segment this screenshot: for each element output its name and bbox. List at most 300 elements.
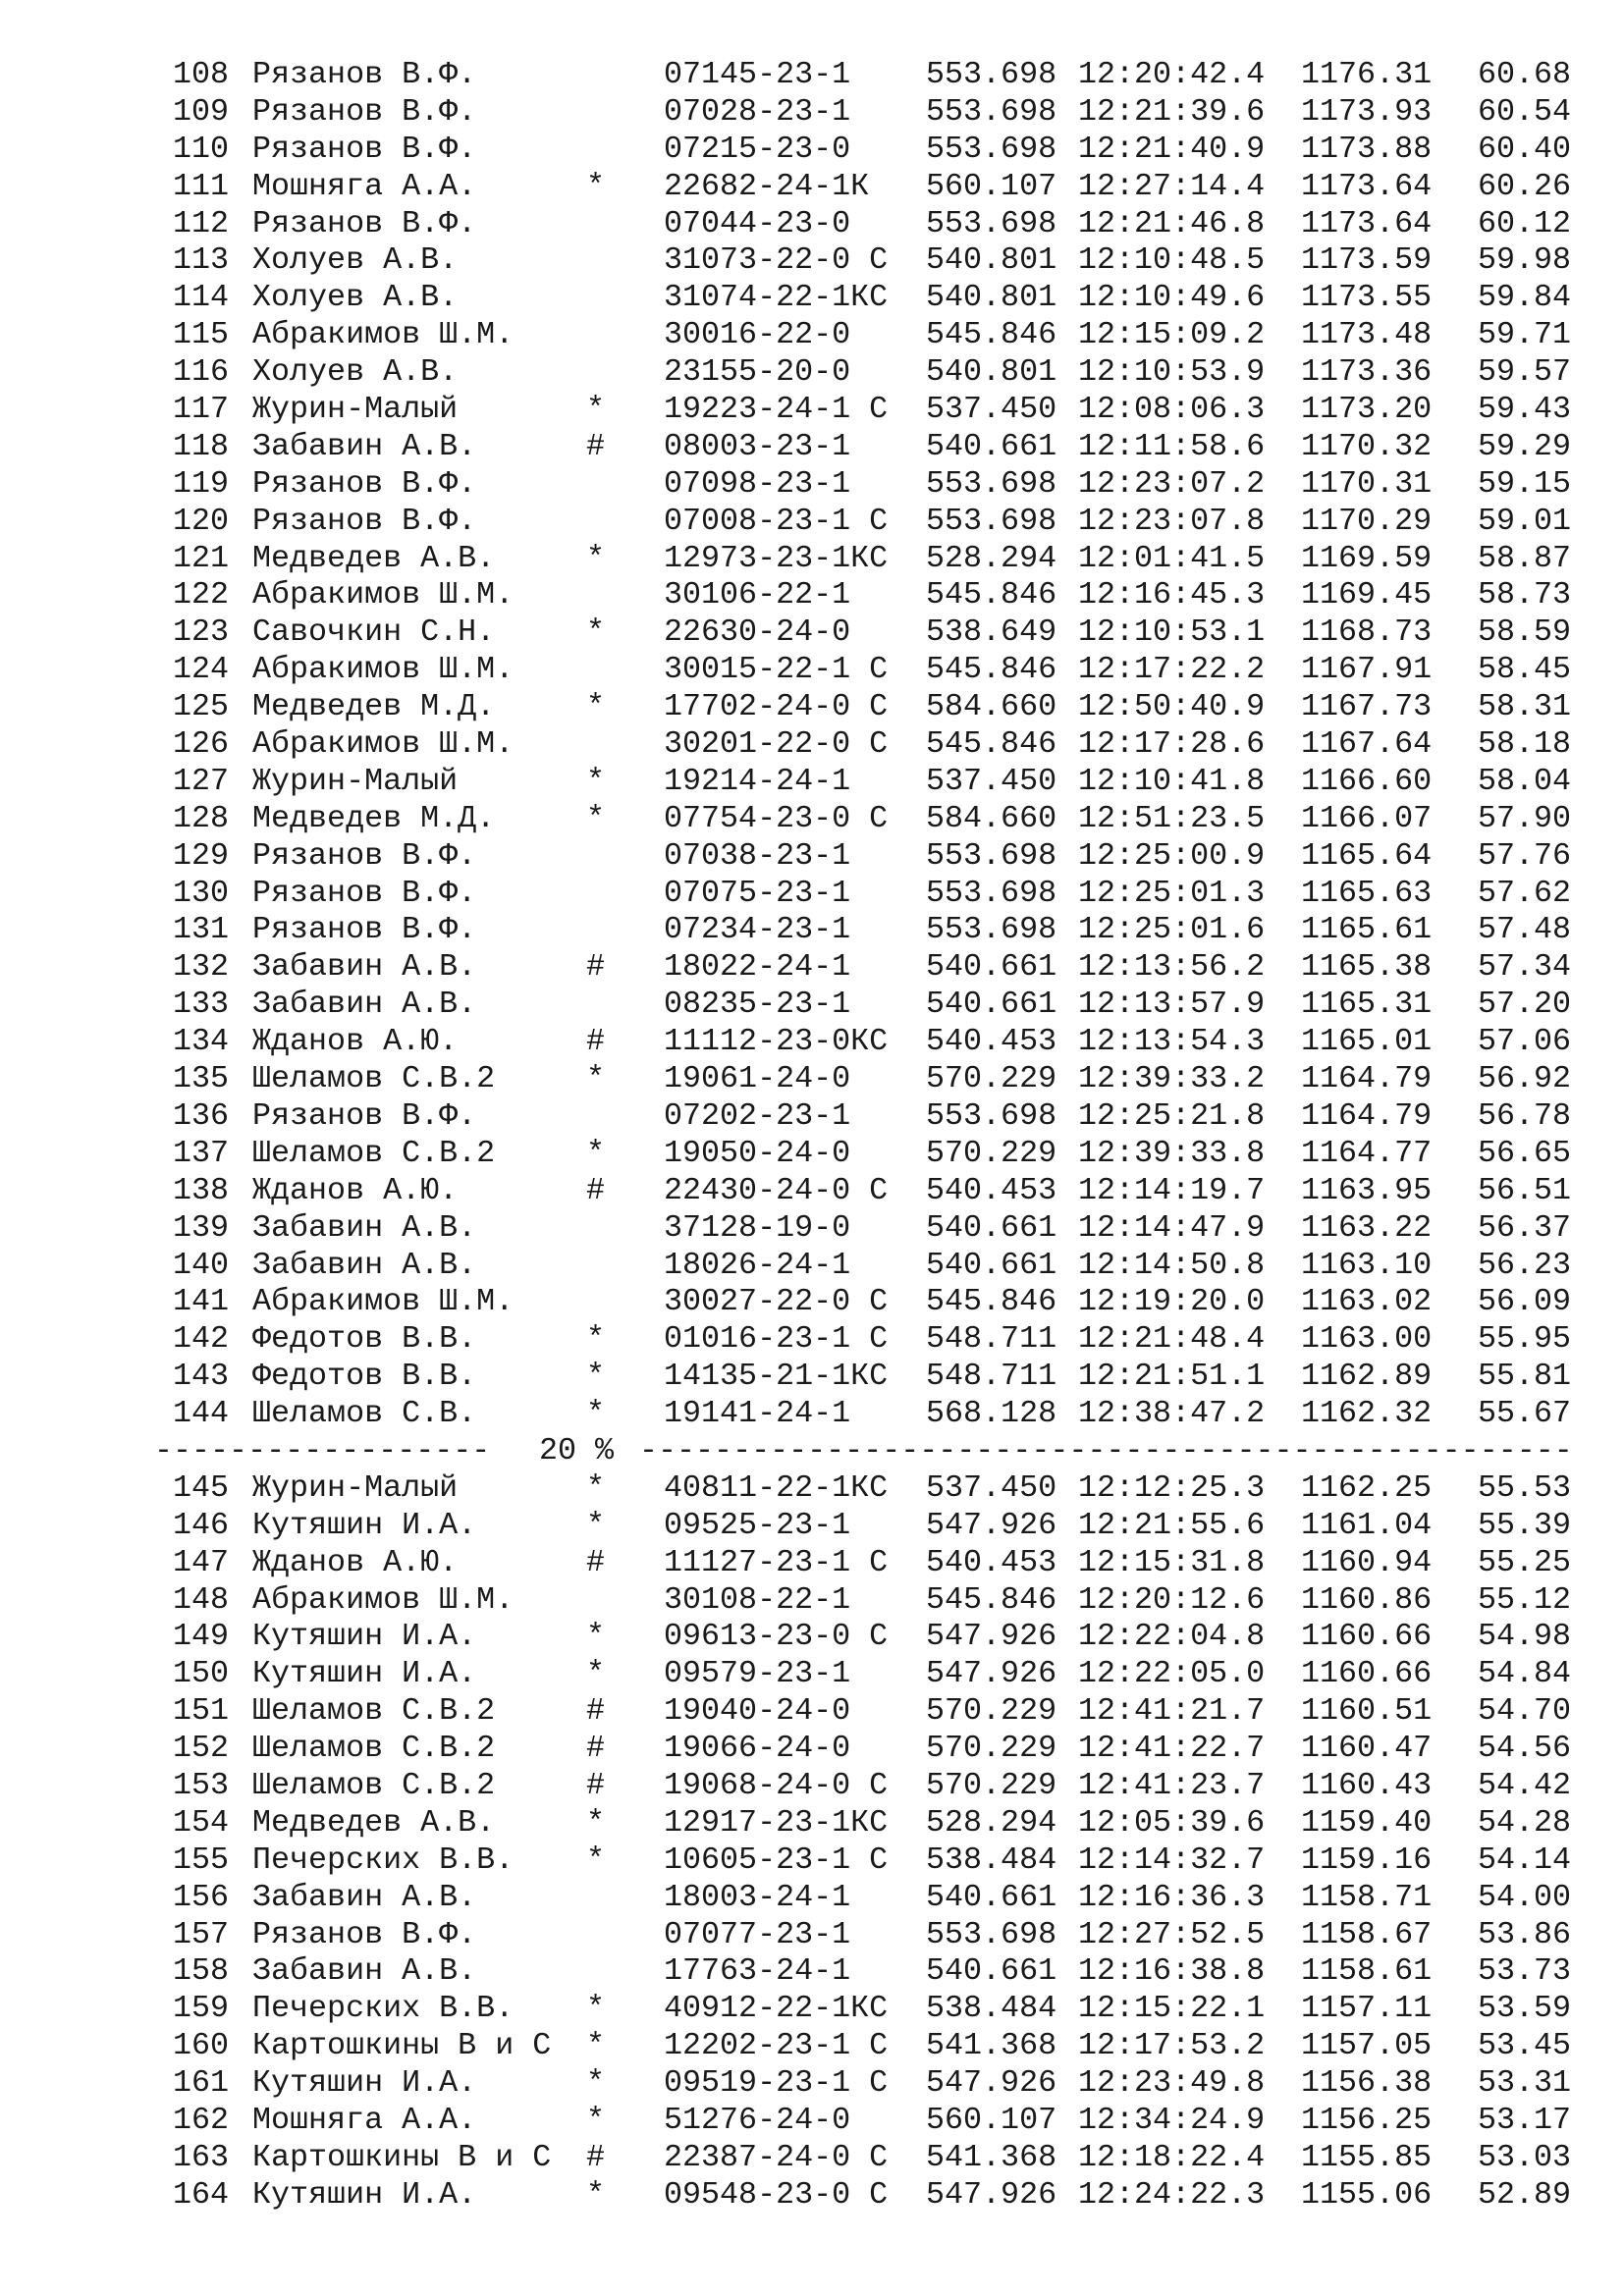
arrival-time: 12:16:45.3 — [1078, 577, 1266, 614]
table-row — [0, 1024, 1624, 1061]
fancier-name: Кутяшин И.А. — [252, 1619, 477, 1655]
distance: 540.801 — [926, 242, 1057, 279]
ring-number: 19066-24-0 — [664, 1731, 851, 1767]
fancier-name: Рязанов В.Ф. — [252, 131, 477, 167]
fancier-name: Холуев А.В. — [252, 354, 459, 391]
arrival-time: 12:25:01.6 — [1078, 912, 1266, 948]
table-row — [0, 1359, 1624, 1396]
fancier-name: Федотов В.В. — [252, 1359, 477, 1395]
score: 53.86 — [1478, 1916, 1572, 1952]
fancier-name: Кутяшин И.А. — [252, 1507, 477, 1543]
fancier-name: Мошняга А.А. — [252, 168, 477, 204]
place-number: 129 — [173, 837, 230, 874]
speed: 1163.10 — [1301, 1247, 1433, 1283]
score: 54.84 — [1478, 1656, 1572, 1692]
status-mark: * — [586, 540, 606, 576]
results-table — [0, 57, 1624, 2215]
score: 53.31 — [1478, 2065, 1572, 2102]
status-mark: # — [586, 1024, 606, 1060]
speed: 1167.64 — [1301, 726, 1433, 763]
place-number: 138 — [173, 1172, 230, 1208]
distance: 570.229 — [926, 1731, 1057, 1767]
table-row — [0, 1470, 1624, 1508]
place-number: 109 — [173, 93, 230, 130]
table-row — [0, 801, 1624, 838]
arrival-time: 12:13:54.3 — [1078, 1024, 1266, 1060]
place-number: 159 — [173, 1991, 230, 2027]
ring-number: 19214-24-1 — [664, 763, 851, 799]
fancier-name: Рязанов В.Ф. — [252, 205, 477, 241]
ring-number: 30015-22-1 С — [664, 652, 889, 688]
speed: 1173.48 — [1301, 317, 1433, 353]
table-row — [0, 354, 1624, 392]
distance: 560.107 — [926, 2102, 1057, 2138]
arrival-time: 12:14:19.7 — [1078, 1172, 1266, 1208]
distance: 528.294 — [926, 1804, 1057, 1841]
speed: 1160.43 — [1301, 1767, 1433, 1803]
place-number: 135 — [173, 1061, 230, 1097]
table-row — [0, 1284, 1624, 1321]
speed: 1173.36 — [1301, 354, 1433, 391]
score: 54.70 — [1478, 1693, 1572, 1730]
ring-number: 07038-23-1 — [664, 837, 851, 874]
speed: 1163.95 — [1301, 1172, 1433, 1208]
score: 58.45 — [1478, 652, 1572, 688]
arrival-time: 12:41:22.7 — [1078, 1731, 1266, 1767]
table-row — [0, 2103, 1624, 2140]
speed: 1165.61 — [1301, 912, 1433, 948]
distance: 570.229 — [926, 1767, 1057, 1803]
place-number: 133 — [173, 987, 230, 1023]
fancier-name: Рязанов В.Ф. — [252, 465, 477, 502]
table-row — [0, 1173, 1624, 1210]
speed: 1173.59 — [1301, 242, 1433, 279]
speed: 1165.01 — [1301, 1024, 1433, 1060]
fancier-name: Шеламов С.В.2 — [252, 1731, 496, 1767]
distance: 570.229 — [926, 1061, 1057, 1097]
score: 56.23 — [1478, 1247, 1572, 1283]
speed: 1173.64 — [1301, 168, 1433, 204]
speed: 1170.31 — [1301, 465, 1433, 502]
speed: 1164.77 — [1301, 1135, 1433, 1171]
status-mark: * — [586, 2176, 606, 2213]
score: 55.53 — [1478, 1469, 1572, 1506]
arrival-time: 12:21:48.4 — [1078, 1321, 1266, 1358]
ring-number: 31074-22-1КС — [664, 280, 889, 316]
distance: 540.661 — [926, 1247, 1057, 1283]
ring-number: 09613-23-0 С — [664, 1619, 889, 1655]
arrival-time: 12:21:55.6 — [1078, 1507, 1266, 1543]
distance: 537.450 — [926, 763, 1057, 799]
ring-number: 19141-24-1 — [664, 1396, 851, 1432]
place-number: 124 — [173, 652, 230, 688]
fancier-name: Жданов А.Ю. — [252, 1544, 459, 1580]
status-mark: * — [586, 392, 606, 428]
ring-number: 18026-24-1 — [664, 1247, 851, 1283]
status-mark: * — [586, 800, 606, 836]
table-row — [0, 1880, 1624, 1917]
speed: 1158.61 — [1301, 1953, 1433, 1990]
arrival-time: 12:10:41.8 — [1078, 763, 1266, 799]
arrival-time: 12:23:49.8 — [1078, 2065, 1266, 2102]
place-number: 118 — [173, 428, 230, 464]
place-number: 163 — [173, 2139, 230, 2175]
speed: 1160.51 — [1301, 1693, 1433, 1730]
place-number: 144 — [173, 1396, 230, 1432]
distance: 553.698 — [926, 131, 1057, 167]
distance: 553.698 — [926, 912, 1057, 948]
score: 59.84 — [1478, 280, 1572, 316]
ring-number: 07215-23-0 — [664, 131, 851, 167]
score: 56.92 — [1478, 1061, 1572, 1097]
fancier-name: Шеламов С.В.2 — [252, 1693, 496, 1730]
speed: 1160.94 — [1301, 1544, 1433, 1580]
ring-number: 18022-24-1 — [664, 949, 851, 986]
distance: 545.846 — [926, 317, 1057, 353]
arrival-time: 12:41:21.7 — [1078, 1693, 1266, 1730]
fancier-name: Журин-Малый — [252, 763, 459, 799]
distance: 545.846 — [926, 726, 1057, 763]
score: 55.81 — [1478, 1359, 1572, 1395]
table-row — [0, 169, 1624, 206]
place-number: 158 — [173, 1953, 230, 1990]
arrival-time: 12:27:52.5 — [1078, 1916, 1266, 1952]
score: 56.37 — [1478, 1209, 1572, 1246]
status-mark: * — [586, 1619, 606, 1655]
score: 57.20 — [1478, 987, 1572, 1023]
fancier-name: Абракимов Ш.М. — [252, 317, 514, 353]
place-number: 126 — [173, 726, 230, 763]
speed: 1170.32 — [1301, 428, 1433, 464]
arrival-time: 12:27:14.4 — [1078, 168, 1266, 204]
status-mark: # — [586, 428, 606, 464]
fancier-name: Забавин А.В. — [252, 949, 477, 986]
table-row — [0, 1545, 1624, 1582]
place-number: 142 — [173, 1321, 230, 1358]
speed: 1157.11 — [1301, 1991, 1433, 2027]
fancier-name: Журин-Малый — [252, 392, 459, 428]
ring-number: 30201-22-0 С — [664, 726, 889, 763]
speed: 1163.00 — [1301, 1321, 1433, 1358]
table-row — [0, 466, 1624, 504]
speed: 1165.64 — [1301, 837, 1433, 874]
status-mark: * — [586, 1321, 606, 1358]
table-row — [0, 392, 1624, 429]
place-number: 117 — [173, 392, 230, 428]
arrival-time: 12:22:04.8 — [1078, 1619, 1266, 1655]
speed: 1176.31 — [1301, 57, 1433, 92]
ring-number: 22630-24-0 — [664, 614, 851, 651]
arrival-time: 12:25:01.3 — [1078, 875, 1266, 911]
speed: 1160.47 — [1301, 1731, 1433, 1767]
ring-number: 09525-23-1 — [664, 1507, 851, 1543]
score: 58.31 — [1478, 689, 1572, 725]
ring-number: 07075-23-1 — [664, 875, 851, 911]
speed: 1167.73 — [1301, 689, 1433, 725]
score: 54.28 — [1478, 1804, 1572, 1841]
speed: 1156.25 — [1301, 2102, 1433, 2138]
table-row — [0, 726, 1624, 764]
place-number: 136 — [173, 1097, 230, 1134]
status-mark: * — [586, 1842, 606, 1878]
status-mark: * — [586, 1469, 606, 1506]
place-number: 128 — [173, 800, 230, 836]
arrival-time: 12:20:42.4 — [1078, 57, 1266, 92]
place-number: 153 — [173, 1767, 230, 1803]
ring-number: 17763-24-1 — [664, 1953, 851, 1990]
status-mark: # — [586, 1767, 606, 1803]
arrival-time: 12:25:21.8 — [1078, 1097, 1266, 1134]
score: 59.71 — [1478, 317, 1572, 353]
table-row — [0, 987, 1624, 1024]
speed: 1173.93 — [1301, 93, 1433, 130]
fancier-name: Медведев М.Д. — [252, 800, 496, 836]
fancier-name: Рязанов В.Ф. — [252, 875, 477, 911]
table-row — [0, 504, 1624, 541]
speed: 1167.91 — [1301, 652, 1433, 688]
score: 52.89 — [1478, 2176, 1572, 2213]
arrival-time: 12:21:46.8 — [1078, 205, 1266, 241]
score: 57.34 — [1478, 949, 1572, 986]
speed: 1166.60 — [1301, 763, 1433, 799]
arrival-time: 12:21:51.1 — [1078, 1359, 1266, 1395]
place-number: 156 — [173, 1879, 230, 1915]
distance: 547.926 — [926, 2065, 1057, 2102]
status-mark: * — [586, 2102, 606, 2138]
arrival-time: 12:15:09.2 — [1078, 317, 1266, 353]
arrival-time: 12:16:36.3 — [1078, 1879, 1266, 1915]
score: 58.18 — [1478, 726, 1572, 763]
speed: 1160.66 — [1301, 1619, 1433, 1655]
distance: 538.484 — [926, 1991, 1057, 2027]
ring-number: 07202-23-1 — [664, 1097, 851, 1134]
fancier-name: Рязанов В.Ф. — [252, 93, 477, 130]
distance: 538.484 — [926, 1842, 1057, 1878]
arrival-time: 12:14:47.9 — [1078, 1209, 1266, 1246]
score: 54.56 — [1478, 1731, 1572, 1767]
status-mark: # — [586, 1544, 606, 1580]
speed: 1162.32 — [1301, 1396, 1433, 1432]
distance: 568.128 — [926, 1396, 1057, 1432]
percent-separator — [0, 1433, 1624, 1470]
table-row — [0, 206, 1624, 243]
place-number: 141 — [173, 1284, 230, 1320]
table-row — [0, 1248, 1624, 1285]
status-mark: * — [586, 1359, 606, 1395]
fancier-name: Абракимов Ш.М. — [252, 1581, 514, 1618]
place-number: 121 — [173, 540, 230, 576]
speed: 1165.38 — [1301, 949, 1433, 986]
speed: 1169.45 — [1301, 577, 1433, 614]
fancier-name: Забавин А.В. — [252, 428, 477, 464]
speed: 1158.67 — [1301, 1916, 1433, 1952]
distance: 584.660 — [926, 800, 1057, 836]
arrival-time: 12:41:23.7 — [1078, 1767, 1266, 1803]
score: 54.98 — [1478, 1619, 1572, 1655]
speed: 1160.86 — [1301, 1581, 1433, 1618]
place-number: 123 — [173, 614, 230, 651]
arrival-time: 12:25:00.9 — [1078, 837, 1266, 874]
fancier-name: Медведев А.В. — [252, 1804, 496, 1841]
score: 58.73 — [1478, 577, 1572, 614]
fancier-name: Рязанов В.Ф. — [252, 837, 477, 874]
arrival-time: 12:20:12.6 — [1078, 1581, 1266, 1618]
fancier-name: Кутяшин И.А. — [252, 2065, 477, 2102]
distance: 548.711 — [926, 1321, 1057, 1358]
speed: 1168.73 — [1301, 614, 1433, 651]
fancier-name: Забавин А.В. — [252, 1247, 477, 1283]
ring-number: 11127-23-1 С — [664, 1544, 889, 1580]
fancier-name: Абракимов Ш.М. — [252, 577, 514, 614]
arrival-time: 12:08:06.3 — [1078, 392, 1266, 428]
fancier-name: Забавин А.В. — [252, 1209, 477, 1246]
distance: 540.661 — [926, 1209, 1057, 1246]
place-number: 130 — [173, 875, 230, 911]
speed: 1169.59 — [1301, 540, 1433, 576]
speed: 1162.89 — [1301, 1359, 1433, 1395]
distance: 547.926 — [926, 1507, 1057, 1543]
ring-number: 31073-22-0 С — [664, 242, 889, 279]
place-number: 154 — [173, 1804, 230, 1841]
table-row — [0, 429, 1624, 466]
place-number: 122 — [173, 577, 230, 614]
arrival-time: 12:10:49.6 — [1078, 280, 1266, 316]
ring-number: 09519-23-1 С — [664, 2065, 889, 2102]
status-mark: * — [586, 1135, 606, 1171]
ring-number: 19040-24-0 — [664, 1693, 851, 1730]
ring-number: 07008-23-1 С — [664, 503, 889, 539]
score: 60.26 — [1478, 168, 1572, 204]
ring-number: 12202-23-1 С — [664, 2028, 889, 2064]
fancier-name: Рязанов В.Ф. — [252, 912, 477, 948]
table-row — [0, 1953, 1624, 1991]
place-number: 160 — [173, 2028, 230, 2064]
ring-number: 19050-24-0 — [664, 1135, 851, 1171]
ring-number: 07145-23-1 — [664, 57, 851, 92]
distance: 541.368 — [926, 2028, 1057, 2064]
separator-left: ------------------ — [154, 1432, 491, 1468]
fancier-name: Рязанов В.Ф. — [252, 1097, 477, 1134]
score: 60.68 — [1478, 57, 1572, 92]
score: 53.03 — [1478, 2139, 1572, 2175]
table-row — [0, 949, 1624, 987]
ring-number: 30108-22-1 — [664, 1581, 851, 1618]
status-mark: # — [586, 1693, 606, 1730]
ring-number: 30016-22-0 — [664, 317, 851, 353]
table-row — [0, 2065, 1624, 2103]
place-number: 146 — [173, 1507, 230, 1543]
table-row — [0, 652, 1624, 689]
ring-number: 22387-24-0 С — [664, 2139, 889, 2175]
distance: 547.926 — [926, 2176, 1057, 2213]
fancier-name: Кутяшин И.А. — [252, 2176, 477, 2213]
table-row — [0, 1061, 1624, 1098]
place-number: 143 — [173, 1359, 230, 1395]
place-number: 137 — [173, 1135, 230, 1171]
score: 59.15 — [1478, 465, 1572, 502]
table-row — [0, 1917, 1624, 1954]
place-number: 139 — [173, 1209, 230, 1246]
score: 55.12 — [1478, 1581, 1572, 1618]
ring-number: 07077-23-1 — [664, 1916, 851, 1952]
fancier-name: Кутяшин И.А. — [252, 1656, 477, 1692]
speed: 1165.31 — [1301, 987, 1433, 1023]
arrival-time: 12:10:53.1 — [1078, 614, 1266, 651]
ring-number: 19068-24-0 С — [664, 1767, 889, 1803]
score: 55.25 — [1478, 1544, 1572, 1580]
speed: 1159.16 — [1301, 1842, 1433, 1878]
table-row — [0, 876, 1624, 913]
place-number: 119 — [173, 465, 230, 502]
score: 53.17 — [1478, 2102, 1572, 2138]
score: 54.00 — [1478, 1879, 1572, 1915]
score: 57.06 — [1478, 1024, 1572, 1060]
score: 56.78 — [1478, 1097, 1572, 1134]
ring-number: 14135-21-1КС — [664, 1359, 889, 1395]
status-mark: * — [586, 1061, 606, 1097]
distance: 545.846 — [926, 577, 1057, 614]
distance: 553.698 — [926, 93, 1057, 130]
fancier-name: Забавин А.В. — [252, 987, 477, 1023]
distance: 540.661 — [926, 428, 1057, 464]
place-number: 113 — [173, 242, 230, 279]
table-row — [0, 94, 1624, 132]
place-number: 149 — [173, 1619, 230, 1655]
distance: 540.801 — [926, 280, 1057, 316]
speed: 1173.20 — [1301, 392, 1433, 428]
score: 55.39 — [1478, 1507, 1572, 1543]
arrival-time: 12:23:07.2 — [1078, 465, 1266, 502]
fancier-name: Шеламов С.В. — [252, 1396, 477, 1432]
distance: 540.661 — [926, 949, 1057, 986]
fancier-name: Холуев А.В. — [252, 280, 459, 316]
status-mark: * — [586, 689, 606, 725]
distance: 553.698 — [926, 57, 1057, 92]
arrival-time: 12:23:07.8 — [1078, 503, 1266, 539]
arrival-time: 12:22:05.0 — [1078, 1656, 1266, 1692]
score: 59.29 — [1478, 428, 1572, 464]
status-mark: * — [586, 1396, 606, 1432]
table-row — [0, 1731, 1624, 1768]
arrival-time: 12:05:39.6 — [1078, 1804, 1266, 1841]
distance: 560.107 — [926, 168, 1057, 204]
score: 57.48 — [1478, 912, 1572, 948]
table-row — [0, 912, 1624, 949]
place-number: 150 — [173, 1656, 230, 1692]
place-number: 112 — [173, 205, 230, 241]
arrival-time: 12:24:22.3 — [1078, 2176, 1266, 2213]
score: 56.65 — [1478, 1135, 1572, 1171]
speed: 1155.85 — [1301, 2139, 1433, 2175]
place-number: 110 — [173, 131, 230, 167]
place-number: 145 — [173, 1469, 230, 1506]
table-row — [0, 1768, 1624, 1805]
score: 56.09 — [1478, 1284, 1572, 1320]
place-number: 147 — [173, 1544, 230, 1580]
ring-number: 10605-23-1 С — [664, 1842, 889, 1878]
speed: 1173.88 — [1301, 131, 1433, 167]
arrival-time: 12:15:22.1 — [1078, 1991, 1266, 2027]
place-number: 125 — [173, 689, 230, 725]
status-mark: * — [586, 1656, 606, 1692]
fancier-name: Абракимов Ш.М. — [252, 1284, 514, 1320]
ring-number: 08235-23-1 — [664, 987, 851, 1023]
speed: 1164.79 — [1301, 1061, 1433, 1097]
arrival-time: 12:21:40.9 — [1078, 131, 1266, 167]
arrival-time: 12:13:57.9 — [1078, 987, 1266, 1023]
speed: 1160.66 — [1301, 1656, 1433, 1692]
distance: 540.661 — [926, 987, 1057, 1023]
